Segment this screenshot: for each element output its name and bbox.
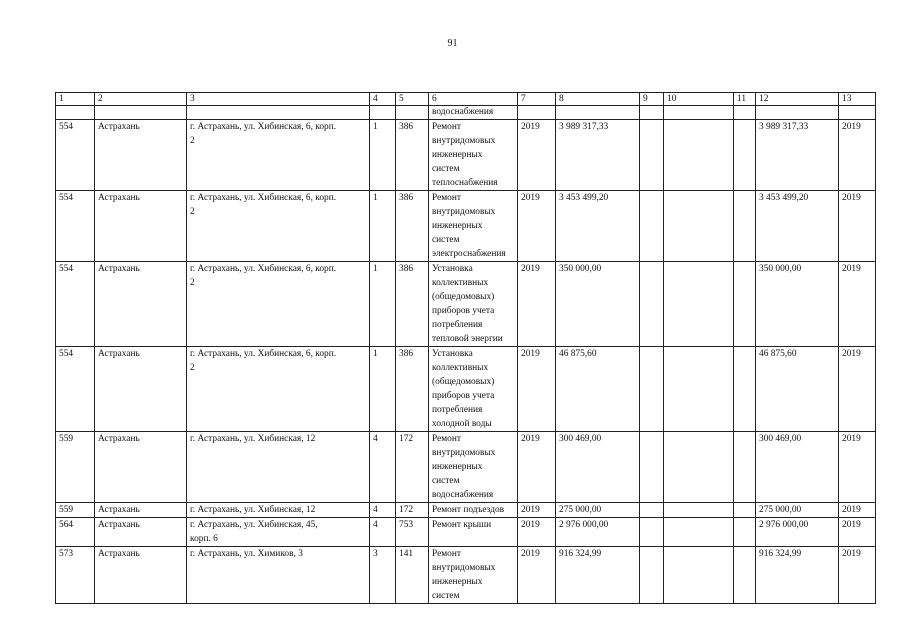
table-row xyxy=(56,518,876,547)
cost-cell: 2 976 000,00 xyxy=(556,518,640,547)
cell-line: инженерных xyxy=(432,577,483,587)
col11-cell xyxy=(734,262,756,347)
col5-cell: 172 xyxy=(396,432,429,503)
header-cell: 2 xyxy=(95,93,187,106)
col9-cell xyxy=(640,518,664,547)
col4-cell: 1 xyxy=(370,120,396,191)
header-cell: 8 xyxy=(556,93,640,106)
col5-cell: 172 xyxy=(396,503,429,518)
address-cell xyxy=(187,503,370,518)
city-cell: Астрахань xyxy=(95,347,187,432)
cell-line: приборов учета xyxy=(432,391,495,401)
col4-cell: 4 xyxy=(370,432,396,503)
row-number-cell: 559 xyxy=(56,432,95,503)
completion-year-cell: 2019 xyxy=(839,503,876,518)
address-cell xyxy=(187,432,370,503)
year-cell: 2019 xyxy=(518,347,556,432)
cost-cell: 916 324,99 xyxy=(556,547,640,604)
cell-line: 2 xyxy=(190,207,195,217)
total-cell: 916 324,99 xyxy=(756,547,839,604)
table-row xyxy=(56,347,876,432)
col4-cell: 1 xyxy=(370,347,396,432)
cell-line: холодной воды xyxy=(432,419,492,429)
completion-year-cell: 2019 xyxy=(839,518,876,547)
year-cell: 2019 xyxy=(518,547,556,604)
cost-cell: 275 000,00 xyxy=(556,503,640,518)
cell-line: инженерных xyxy=(432,221,483,231)
header-row xyxy=(56,93,876,106)
row-number-cell: 554 xyxy=(56,262,95,347)
cell-line: 2 xyxy=(190,278,195,288)
cell-line: водоснабжения xyxy=(432,490,494,500)
col11-cell xyxy=(734,518,756,547)
col10-cell xyxy=(664,191,734,262)
address-cell xyxy=(187,262,370,347)
col4-cell: 1 xyxy=(370,191,396,262)
col10-cell xyxy=(664,347,734,432)
cell-line: 2 xyxy=(190,363,195,373)
cell-line: Ремонт xyxy=(432,122,461,132)
row-number-cell: 564 xyxy=(56,518,95,547)
col10-cell xyxy=(664,262,734,347)
table-row xyxy=(56,503,876,518)
header-cell: 12 xyxy=(756,93,839,106)
cell-line: тепловой энергии xyxy=(432,334,503,344)
completion-year-cell: 2019 xyxy=(839,432,876,503)
continuation-row xyxy=(56,106,876,120)
city-cell: Астрахань xyxy=(95,120,187,191)
col5-cell: 386 xyxy=(396,120,429,191)
col11-cell xyxy=(734,347,756,432)
cell-line: г. Астрахань, ул. Хибинская, 12 xyxy=(190,434,316,444)
cell-line: коллективных xyxy=(432,278,489,288)
work-type-cell xyxy=(429,432,518,503)
cell-line: (общедомовых) xyxy=(432,377,495,387)
header-cell: 7 xyxy=(518,93,556,106)
address-cell xyxy=(187,120,370,191)
row-number-cell: 554 xyxy=(56,191,95,262)
cell-line: Ремонт xyxy=(432,193,461,203)
work-type-cell xyxy=(429,503,518,518)
cost-cell: 46 875,60 xyxy=(556,347,640,432)
cell-line: приборов учета xyxy=(432,306,495,316)
completion-year-cell: 2019 xyxy=(839,347,876,432)
col5-cell: 386 xyxy=(396,191,429,262)
cell-line: систем xyxy=(432,591,460,601)
address-cell xyxy=(187,191,370,262)
year-cell: 2019 xyxy=(518,503,556,518)
col9-cell xyxy=(640,432,664,503)
cell-line: потребления xyxy=(432,320,483,330)
cell-line: систем xyxy=(432,235,460,245)
header-cell: 5 xyxy=(396,93,429,106)
year-cell: 2019 xyxy=(518,120,556,191)
table-row xyxy=(56,432,876,503)
cell-line: теплоснабжения xyxy=(432,178,498,188)
col11-cell xyxy=(734,503,756,518)
cell-line: систем xyxy=(432,164,460,174)
city-cell: Астрахань xyxy=(95,518,187,547)
col9-cell xyxy=(640,547,664,604)
address-cell xyxy=(187,518,370,547)
work-type-cell xyxy=(429,347,518,432)
cell-line: г. Астрахань, ул. Хибинская, 6, корп. xyxy=(190,193,337,203)
cell-line: коллективных xyxy=(432,363,489,373)
cell-line: внутридомовых xyxy=(432,448,496,458)
cell-line: инженерных xyxy=(432,462,483,472)
total-cell: 300 469,00 xyxy=(756,432,839,503)
cell-line: внутридомовых xyxy=(432,207,496,217)
col11-cell xyxy=(734,432,756,503)
cell-line: г. Астрахань, ул. Хибинская, 6, корп. xyxy=(190,122,337,132)
col4-cell: 1 xyxy=(370,262,396,347)
cell-line: г. Астрахань, ул. Хибинская, 45, xyxy=(190,520,318,530)
total-cell: 350 000,00 xyxy=(756,262,839,347)
work-type-cell xyxy=(429,547,518,604)
total-cell: 275 000,00 xyxy=(756,503,839,518)
table-row xyxy=(56,547,876,604)
completion-year-cell: 2019 xyxy=(839,547,876,604)
total-cell: 3 453 499,20 xyxy=(756,191,839,262)
cell-line: г. Астрахань, ул. Химиков, 3 xyxy=(190,549,303,559)
work-type-cell: водоснабжения xyxy=(429,106,518,120)
city-cell: Астрахань xyxy=(95,432,187,503)
col10-cell xyxy=(664,120,734,191)
cell-line: г. Астрахань, ул. Хибинская, 6, корп. xyxy=(190,264,337,274)
cell-line: Ремонт подъездов xyxy=(432,505,505,515)
cost-cell: 300 469,00 xyxy=(556,432,640,503)
cell-line: Ремонт xyxy=(432,549,461,559)
header-cell: 10 xyxy=(664,93,734,106)
col9-cell xyxy=(640,191,664,262)
col10-cell xyxy=(664,547,734,604)
header-cell: 13 xyxy=(839,93,876,106)
col5-cell: 141 xyxy=(396,547,429,604)
year-cell: 2019 xyxy=(518,191,556,262)
total-cell: 46 875,60 xyxy=(756,347,839,432)
year-cell: 2019 xyxy=(518,518,556,547)
col9-cell xyxy=(640,503,664,518)
col4-cell: 4 xyxy=(370,518,396,547)
cost-cell: 3 453 499,20 xyxy=(556,191,640,262)
cell-line: электроснабжения xyxy=(432,249,506,259)
cell-line: корп. 6 xyxy=(190,534,218,544)
address-cell xyxy=(187,347,370,432)
work-type-cell xyxy=(429,120,518,191)
col10-cell xyxy=(664,518,734,547)
total-cell: 3 989 317,33 xyxy=(756,120,839,191)
header-cell: 9 xyxy=(640,93,664,106)
city-cell: Астрахань xyxy=(95,503,187,518)
row-number-cell: 559 xyxy=(56,503,95,518)
header-cell: 4 xyxy=(370,93,396,106)
col11-cell xyxy=(734,191,756,262)
col9-cell xyxy=(640,120,664,191)
col10-cell xyxy=(664,503,734,518)
table-row xyxy=(56,191,876,262)
col11-cell xyxy=(734,120,756,191)
col10-cell xyxy=(664,432,734,503)
row-number-cell: 554 xyxy=(56,120,95,191)
header-cell: 3 xyxy=(187,93,370,106)
col4-cell: 4 xyxy=(370,503,396,518)
table-row xyxy=(56,262,876,347)
table-row xyxy=(56,120,876,191)
completion-year-cell: 2019 xyxy=(839,120,876,191)
capital-repair-table xyxy=(55,92,876,604)
work-type-cell xyxy=(429,518,518,547)
header-cell: 1 xyxy=(56,93,95,106)
cell-line: внутридомовых xyxy=(432,563,496,573)
row-number-cell: 554 xyxy=(56,347,95,432)
col5-cell: 753 xyxy=(396,518,429,547)
completion-year-cell: 2019 xyxy=(839,262,876,347)
header-cell: 11 xyxy=(734,93,756,106)
address-cell xyxy=(187,547,370,604)
page-number: 91 xyxy=(447,38,458,49)
city-cell: Астрахань xyxy=(95,262,187,347)
col4-cell: 3 xyxy=(370,547,396,604)
cell-line: (общедомовых) xyxy=(432,292,495,302)
col5-cell: 386 xyxy=(396,262,429,347)
cell-line: инженерных xyxy=(432,150,483,160)
cell-line: Установка xyxy=(432,349,473,359)
year-cell: 2019 xyxy=(518,432,556,503)
col9-cell xyxy=(640,347,664,432)
row-number-cell: 573 xyxy=(56,547,95,604)
year-cell: 2019 xyxy=(518,262,556,347)
cost-cell: 3 989 317,33 xyxy=(556,120,640,191)
cell-line: внутридомовых xyxy=(432,136,496,146)
cell-line: систем xyxy=(432,476,460,486)
cell-line: Ремонт крыши xyxy=(432,520,492,530)
cost-cell: 350 000,00 xyxy=(556,262,640,347)
cell-line: 2 xyxy=(190,136,195,146)
cell-line: г. Астрахань, ул. Хибинская, 12 xyxy=(190,505,316,515)
cell-line: Установка xyxy=(432,264,473,274)
work-type-cell xyxy=(429,262,518,347)
cell-line: г. Астрахань, ул. Хибинская, 6, корп. xyxy=(190,349,337,359)
cell-line: Ремонт xyxy=(432,434,461,444)
work-type-cell xyxy=(429,191,518,262)
col5-cell: 386 xyxy=(396,347,429,432)
completion-year-cell: 2019 xyxy=(839,191,876,262)
city-cell: Астрахань xyxy=(95,191,187,262)
col11-cell xyxy=(734,547,756,604)
total-cell: 2 976 000,00 xyxy=(756,518,839,547)
header-cell: 6 xyxy=(429,93,518,106)
city-cell: Астрахань xyxy=(95,547,187,604)
col9-cell xyxy=(640,262,664,347)
cell-line: потребления xyxy=(432,405,483,415)
